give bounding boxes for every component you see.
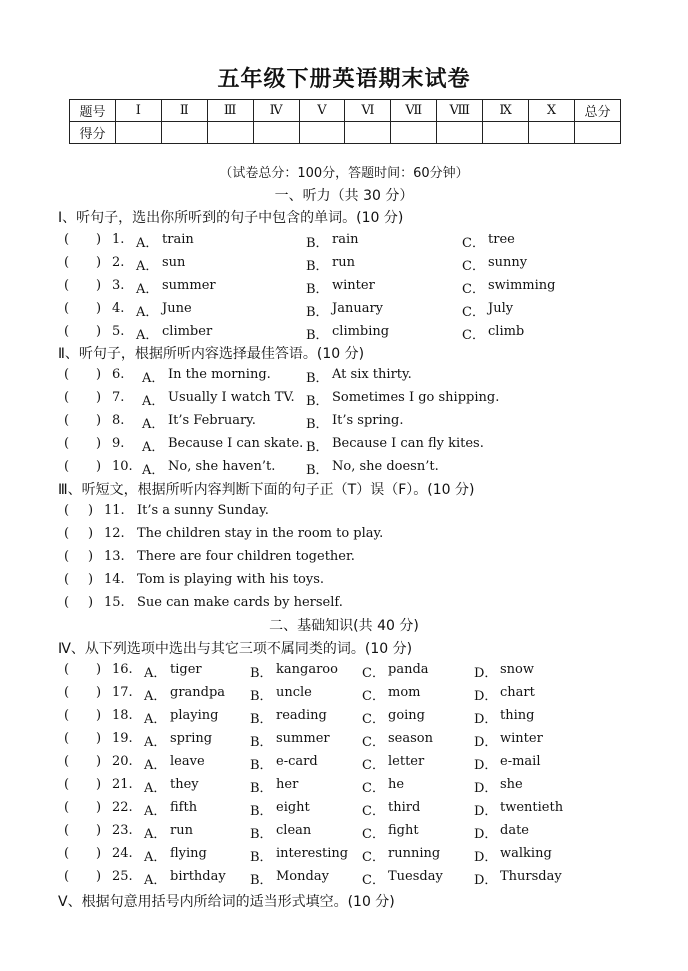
option-a-letter: A．	[144, 827, 167, 842]
question-number: 14.	[104, 572, 125, 587]
question-number: 3.	[112, 278, 125, 293]
score-table-header-cell: Ⅱ	[161, 100, 207, 122]
option-b-letter: B．	[250, 666, 273, 681]
question-text: Sue can make cards by herself.	[137, 595, 343, 610]
question-number: 10.	[112, 459, 133, 474]
answer-paren-right: )	[96, 390, 102, 405]
option-b-letter: B．	[250, 781, 273, 796]
score-table-score-cell	[391, 122, 437, 144]
option-a-text: birthday	[170, 869, 226, 884]
part5-heading: Ⅴ、根据句意用括号内所给词的适当形式填空。(10 分)	[58, 894, 395, 910]
answer-paren-left: (	[64, 731, 70, 746]
question-text: The children stay in the room to play.	[137, 526, 384, 541]
answer-paren-right: )	[96, 278, 102, 293]
answer-paren-left: (	[64, 685, 70, 700]
option-b-text: Because I can fly kites.	[332, 436, 484, 451]
question-number: 5.	[112, 324, 125, 339]
question-number: 20.	[112, 754, 133, 769]
option-a-text: tiger	[170, 662, 202, 677]
score-table-score-cell	[345, 122, 391, 144]
answer-paren-left: (	[64, 459, 70, 474]
answer-paren-right: )	[88, 572, 94, 587]
question-number: 19.	[112, 731, 133, 746]
option-c-letter: C．	[462, 259, 485, 274]
option-c-letter: C．	[462, 305, 485, 320]
answer-paren-right: )	[96, 436, 102, 451]
option-a-letter: A．	[136, 259, 159, 274]
answer-paren-left: (	[64, 777, 70, 792]
option-a-letter: A．	[136, 328, 159, 343]
option-a-text: flying	[170, 846, 207, 861]
option-b-letter: B．	[306, 236, 329, 251]
answer-paren-left: (	[64, 549, 70, 564]
score-table-header-cell: Ⅷ	[437, 100, 483, 122]
option-d-letter: D．	[474, 873, 498, 888]
option-d-text: Thursday	[500, 869, 562, 884]
option-b-letter: B．	[306, 328, 329, 343]
answer-paren-left: (	[64, 823, 70, 838]
answer-paren-right: )	[96, 685, 102, 700]
option-d-letter: D．	[474, 758, 498, 773]
option-d-letter: D．	[474, 712, 498, 727]
option-d-letter: D．	[474, 804, 498, 819]
answer-paren-left: (	[64, 436, 70, 451]
score-table-score-cell	[437, 122, 483, 144]
option-a-text: run	[170, 823, 193, 838]
score-table-score-cell	[161, 122, 207, 144]
option-d-letter: D．	[474, 827, 498, 842]
question-number: 8.	[112, 413, 125, 428]
part2-heading: Ⅱ、听句子，根据所听内容选择最佳答语。(10 分)	[58, 346, 365, 362]
answer-paren-right: )	[96, 800, 102, 815]
answer-paren-right: )	[96, 777, 102, 792]
question-number: 16.	[112, 662, 133, 677]
score-table-score-cell	[483, 122, 529, 144]
option-b-text: clean	[276, 823, 312, 838]
option-d-letter: D．	[474, 850, 498, 865]
score-table-header-row	[70, 100, 621, 122]
option-a-letter: A．	[144, 689, 167, 704]
option-c-letter: C．	[362, 735, 385, 750]
option-c-text: climb	[488, 324, 525, 339]
option-a-text: grandpa	[170, 685, 226, 700]
option-a-text: they	[170, 777, 199, 792]
option-a-text: Usually I watch TV.	[168, 390, 295, 405]
option-d-text: twentieth	[500, 800, 564, 815]
option-a-letter: A．	[136, 236, 159, 251]
score-table-header-cell: Ⅸ	[483, 100, 529, 122]
answer-paren-right: )	[96, 846, 102, 861]
score-table-score-cell	[529, 122, 575, 144]
part1-heading: Ⅰ、听句子，选出你所听到的句子中包含的单词。(10 分)	[58, 210, 404, 226]
answer-paren-right: )	[96, 232, 102, 247]
option-a-letter: A．	[142, 371, 165, 386]
option-a-text: fifth	[170, 800, 198, 815]
option-a-letter: A．	[144, 804, 167, 819]
option-c-letter: C．	[362, 804, 385, 819]
option-c-text: third	[388, 800, 421, 815]
option-c-letter: C．	[362, 758, 385, 773]
score-table-header-cell: Ⅰ	[115, 100, 161, 122]
answer-paren-left: (	[64, 255, 70, 270]
option-c-text: sunny	[488, 255, 528, 270]
score-table-header-cell: Ⅳ	[253, 100, 299, 122]
option-d-text: winter	[500, 731, 543, 746]
option-b-text: her	[276, 777, 299, 792]
question-number: 24.	[112, 846, 133, 861]
score-table-score-label: 得分	[70, 122, 116, 144]
option-b-letter: B．	[306, 417, 329, 432]
answer-paren-left: (	[64, 367, 70, 382]
score-table-score-row	[70, 122, 621, 144]
option-b-letter: B．	[306, 440, 329, 455]
option-a-text: June	[162, 301, 192, 316]
answer-paren-right: )	[96, 367, 102, 382]
option-a-text: sun	[162, 255, 186, 270]
answer-paren-right: )	[96, 413, 102, 428]
option-a-text: It’s February.	[168, 413, 256, 428]
answer-paren-right: )	[96, 754, 102, 769]
option-c-letter: C．	[362, 666, 385, 681]
option-a-text: climber	[162, 324, 213, 339]
option-a-letter: A．	[136, 282, 159, 297]
answer-paren-left: (	[64, 301, 70, 316]
option-c-text: letter	[388, 754, 425, 769]
option-a-letter: A．	[136, 305, 159, 320]
question-number: 9.	[112, 436, 125, 451]
option-b-letter: B．	[250, 873, 273, 888]
option-b-text: uncle	[276, 685, 312, 700]
option-d-letter: D．	[474, 781, 498, 796]
answer-paren-left: (	[64, 232, 70, 247]
option-b-letter: B．	[306, 282, 329, 297]
option-c-text: running	[388, 846, 441, 861]
answer-paren-right: )	[96, 708, 102, 723]
answer-paren-right: )	[96, 301, 102, 316]
option-a-letter: A．	[142, 394, 165, 409]
option-b-letter: B．	[250, 735, 273, 750]
score-table-header-cell: 总分	[574, 100, 620, 122]
option-b-letter: B．	[250, 804, 273, 819]
option-d-letter: D．	[474, 689, 498, 704]
question-number: 21.	[112, 777, 133, 792]
option-a-letter: A．	[144, 735, 167, 750]
answer-paren-right: )	[96, 459, 102, 474]
answer-paren-left: (	[64, 869, 70, 884]
question-number: 6.	[112, 367, 125, 382]
option-c-text: tree	[488, 232, 515, 247]
option-c-letter: C．	[462, 282, 485, 297]
option-d-text: she	[500, 777, 523, 792]
option-b-text: summer	[276, 731, 330, 746]
score-table-score-cell	[253, 122, 299, 144]
option-d-text: snow	[500, 662, 534, 677]
option-d-text: thing	[500, 708, 535, 723]
option-c-text: going	[388, 708, 426, 723]
option-b-letter: B．	[250, 689, 273, 704]
option-b-text: January	[332, 301, 384, 316]
option-c-letter: C．	[462, 328, 485, 343]
option-b-text: reading	[276, 708, 327, 723]
question-number: 11.	[104, 503, 125, 518]
option-a-letter: A．	[144, 758, 167, 773]
option-b-text: rain	[332, 232, 359, 247]
option-b-letter: B．	[306, 305, 329, 320]
question-number: 18.	[112, 708, 133, 723]
score-table-score-cell	[207, 122, 253, 144]
option-c-letter: C．	[362, 850, 385, 865]
option-b-letter: B．	[306, 394, 329, 409]
answer-paren-left: (	[64, 390, 70, 405]
answer-paren-left: (	[64, 324, 70, 339]
question-number: 2.	[112, 255, 125, 270]
score-table-header-cell: Ⅹ	[529, 100, 575, 122]
option-a-letter: A．	[142, 417, 165, 432]
option-d-text: chart	[500, 685, 535, 700]
question-text: Tom is playing with his toys.	[137, 572, 325, 587]
option-a-letter: A．	[142, 440, 165, 455]
score-table-score-cell	[574, 122, 620, 144]
option-d-letter: D．	[474, 666, 498, 681]
answer-paren-right: )	[96, 731, 102, 746]
answer-paren-right: )	[88, 549, 94, 564]
option-b-letter: B．	[306, 371, 329, 386]
answer-paren-left: (	[64, 595, 70, 610]
option-b-text: Monday	[276, 869, 329, 884]
answer-paren-right: )	[96, 255, 102, 270]
question-number: 13.	[104, 549, 125, 564]
score-table-header-cell: Ⅲ	[207, 100, 253, 122]
answer-paren-left: (	[64, 846, 70, 861]
option-a-text: spring	[170, 731, 213, 746]
question-number: 25.	[112, 869, 133, 884]
option-b-text: eight	[276, 800, 310, 815]
option-b-text: winter	[332, 278, 375, 293]
answer-paren-right: )	[96, 823, 102, 838]
option-d-text: e-mail	[500, 754, 541, 769]
question-number: 22.	[112, 800, 133, 815]
option-b-text: It’s spring.	[332, 413, 404, 428]
option-b-letter: B．	[250, 712, 273, 727]
option-c-letter: C．	[362, 712, 385, 727]
question-text: There are four children together.	[137, 549, 355, 564]
option-a-letter: A．	[144, 873, 167, 888]
question-number: 7.	[112, 390, 125, 405]
option-d-letter: D．	[474, 735, 498, 750]
option-c-letter: C．	[362, 827, 385, 842]
question-number: 4.	[112, 301, 125, 316]
option-c-text: swimming	[488, 278, 556, 293]
option-b-letter: B．	[306, 259, 329, 274]
question-number: 17.	[112, 685, 133, 700]
option-a-text: leave	[170, 754, 205, 769]
option-a-text: playing	[170, 708, 219, 723]
option-a-letter: A．	[144, 781, 167, 796]
option-d-text: walking	[500, 846, 552, 861]
option-a-letter: A．	[144, 850, 167, 865]
option-c-text: fight	[388, 823, 419, 838]
question-number: 15.	[104, 595, 125, 610]
score-table-header-cell: Ⅴ	[299, 100, 345, 122]
option-b-text: climbing	[332, 324, 390, 339]
answer-paren-left: (	[64, 754, 70, 769]
option-b-text: kangaroo	[276, 662, 338, 677]
option-c-text: season	[388, 731, 433, 746]
score-table-header-cell: Ⅶ	[391, 100, 437, 122]
option-b-text: run	[332, 255, 355, 270]
answer-paren-right: )	[88, 595, 94, 610]
option-a-letter: A．	[144, 712, 167, 727]
answer-paren-left: (	[64, 800, 70, 815]
option-b-letter: B．	[306, 463, 329, 478]
answer-paren-left: (	[64, 572, 70, 587]
part3-heading: Ⅲ、听短文，根据所听内容判断下面的句子正（T）误（F）。(10 分)	[58, 482, 475, 498]
answer-paren-left: (	[64, 413, 70, 428]
question-number: 12.	[104, 526, 125, 541]
option-b-text: e-card	[276, 754, 318, 769]
score-table-score-cell	[299, 122, 345, 144]
option-b-text: At six thirty.	[332, 367, 412, 382]
option-c-letter: C．	[462, 236, 485, 251]
answer-paren-right: )	[88, 503, 94, 518]
option-c-text: he	[388, 777, 405, 792]
answer-paren-left: (	[64, 503, 70, 518]
option-b-text: Sometimes I go shipping.	[332, 390, 500, 405]
option-a-text: Because I can skate.	[168, 436, 304, 451]
question-text: It’s a sunny Sunday.	[137, 503, 269, 518]
option-a-text: train	[162, 232, 194, 247]
option-c-text: Tuesday	[388, 869, 443, 884]
option-c-letter: C．	[362, 873, 385, 888]
section-listening-heading: 一、听力（共 30 分）	[274, 188, 414, 204]
answer-paren-right: )	[96, 869, 102, 884]
score-table-header-cell: 题号	[70, 100, 116, 122]
option-b-letter: B．	[250, 758, 273, 773]
answer-paren-right: )	[88, 526, 94, 541]
score-table	[69, 99, 621, 144]
option-b-text: interesting	[276, 846, 349, 861]
question-number: 1.	[112, 232, 125, 247]
option-c-text: mom	[388, 685, 421, 700]
option-c-text: panda	[388, 662, 429, 677]
answer-paren-left: (	[64, 278, 70, 293]
section-basics-heading: 二、基础知识(共 40 分)	[269, 618, 419, 634]
option-a-text: No, she haven’t.	[168, 459, 276, 474]
answer-paren-left: (	[64, 662, 70, 677]
exam-info: （试卷总分：100分，答题时间：60分钟）	[219, 166, 469, 181]
exam-title: 五年级下册英语期末试卷	[217, 67, 471, 92]
option-c-letter: C．	[362, 689, 385, 704]
answer-paren-left: (	[64, 708, 70, 723]
option-d-text: date	[500, 823, 529, 838]
option-a-letter: A．	[142, 463, 165, 478]
option-c-text: July	[488, 301, 514, 316]
answer-paren-right: )	[96, 324, 102, 339]
answer-paren-left: (	[64, 526, 70, 541]
option-b-letter: B．	[250, 850, 273, 865]
score-table-header-cell: Ⅵ	[345, 100, 391, 122]
part4-heading: Ⅳ、从下列选项中选出与其它三项不属同类的词。(10 分)	[58, 641, 413, 657]
option-b-letter: B．	[250, 827, 273, 842]
option-a-letter: A．	[144, 666, 167, 681]
option-b-text: No, she doesn’t.	[332, 459, 439, 474]
option-c-letter: C．	[362, 781, 385, 796]
score-table-score-cell	[115, 122, 161, 144]
answer-paren-right: )	[96, 662, 102, 677]
question-number: 23.	[112, 823, 133, 838]
option-a-text: summer	[162, 278, 216, 293]
option-a-text: In the morning.	[168, 367, 271, 382]
